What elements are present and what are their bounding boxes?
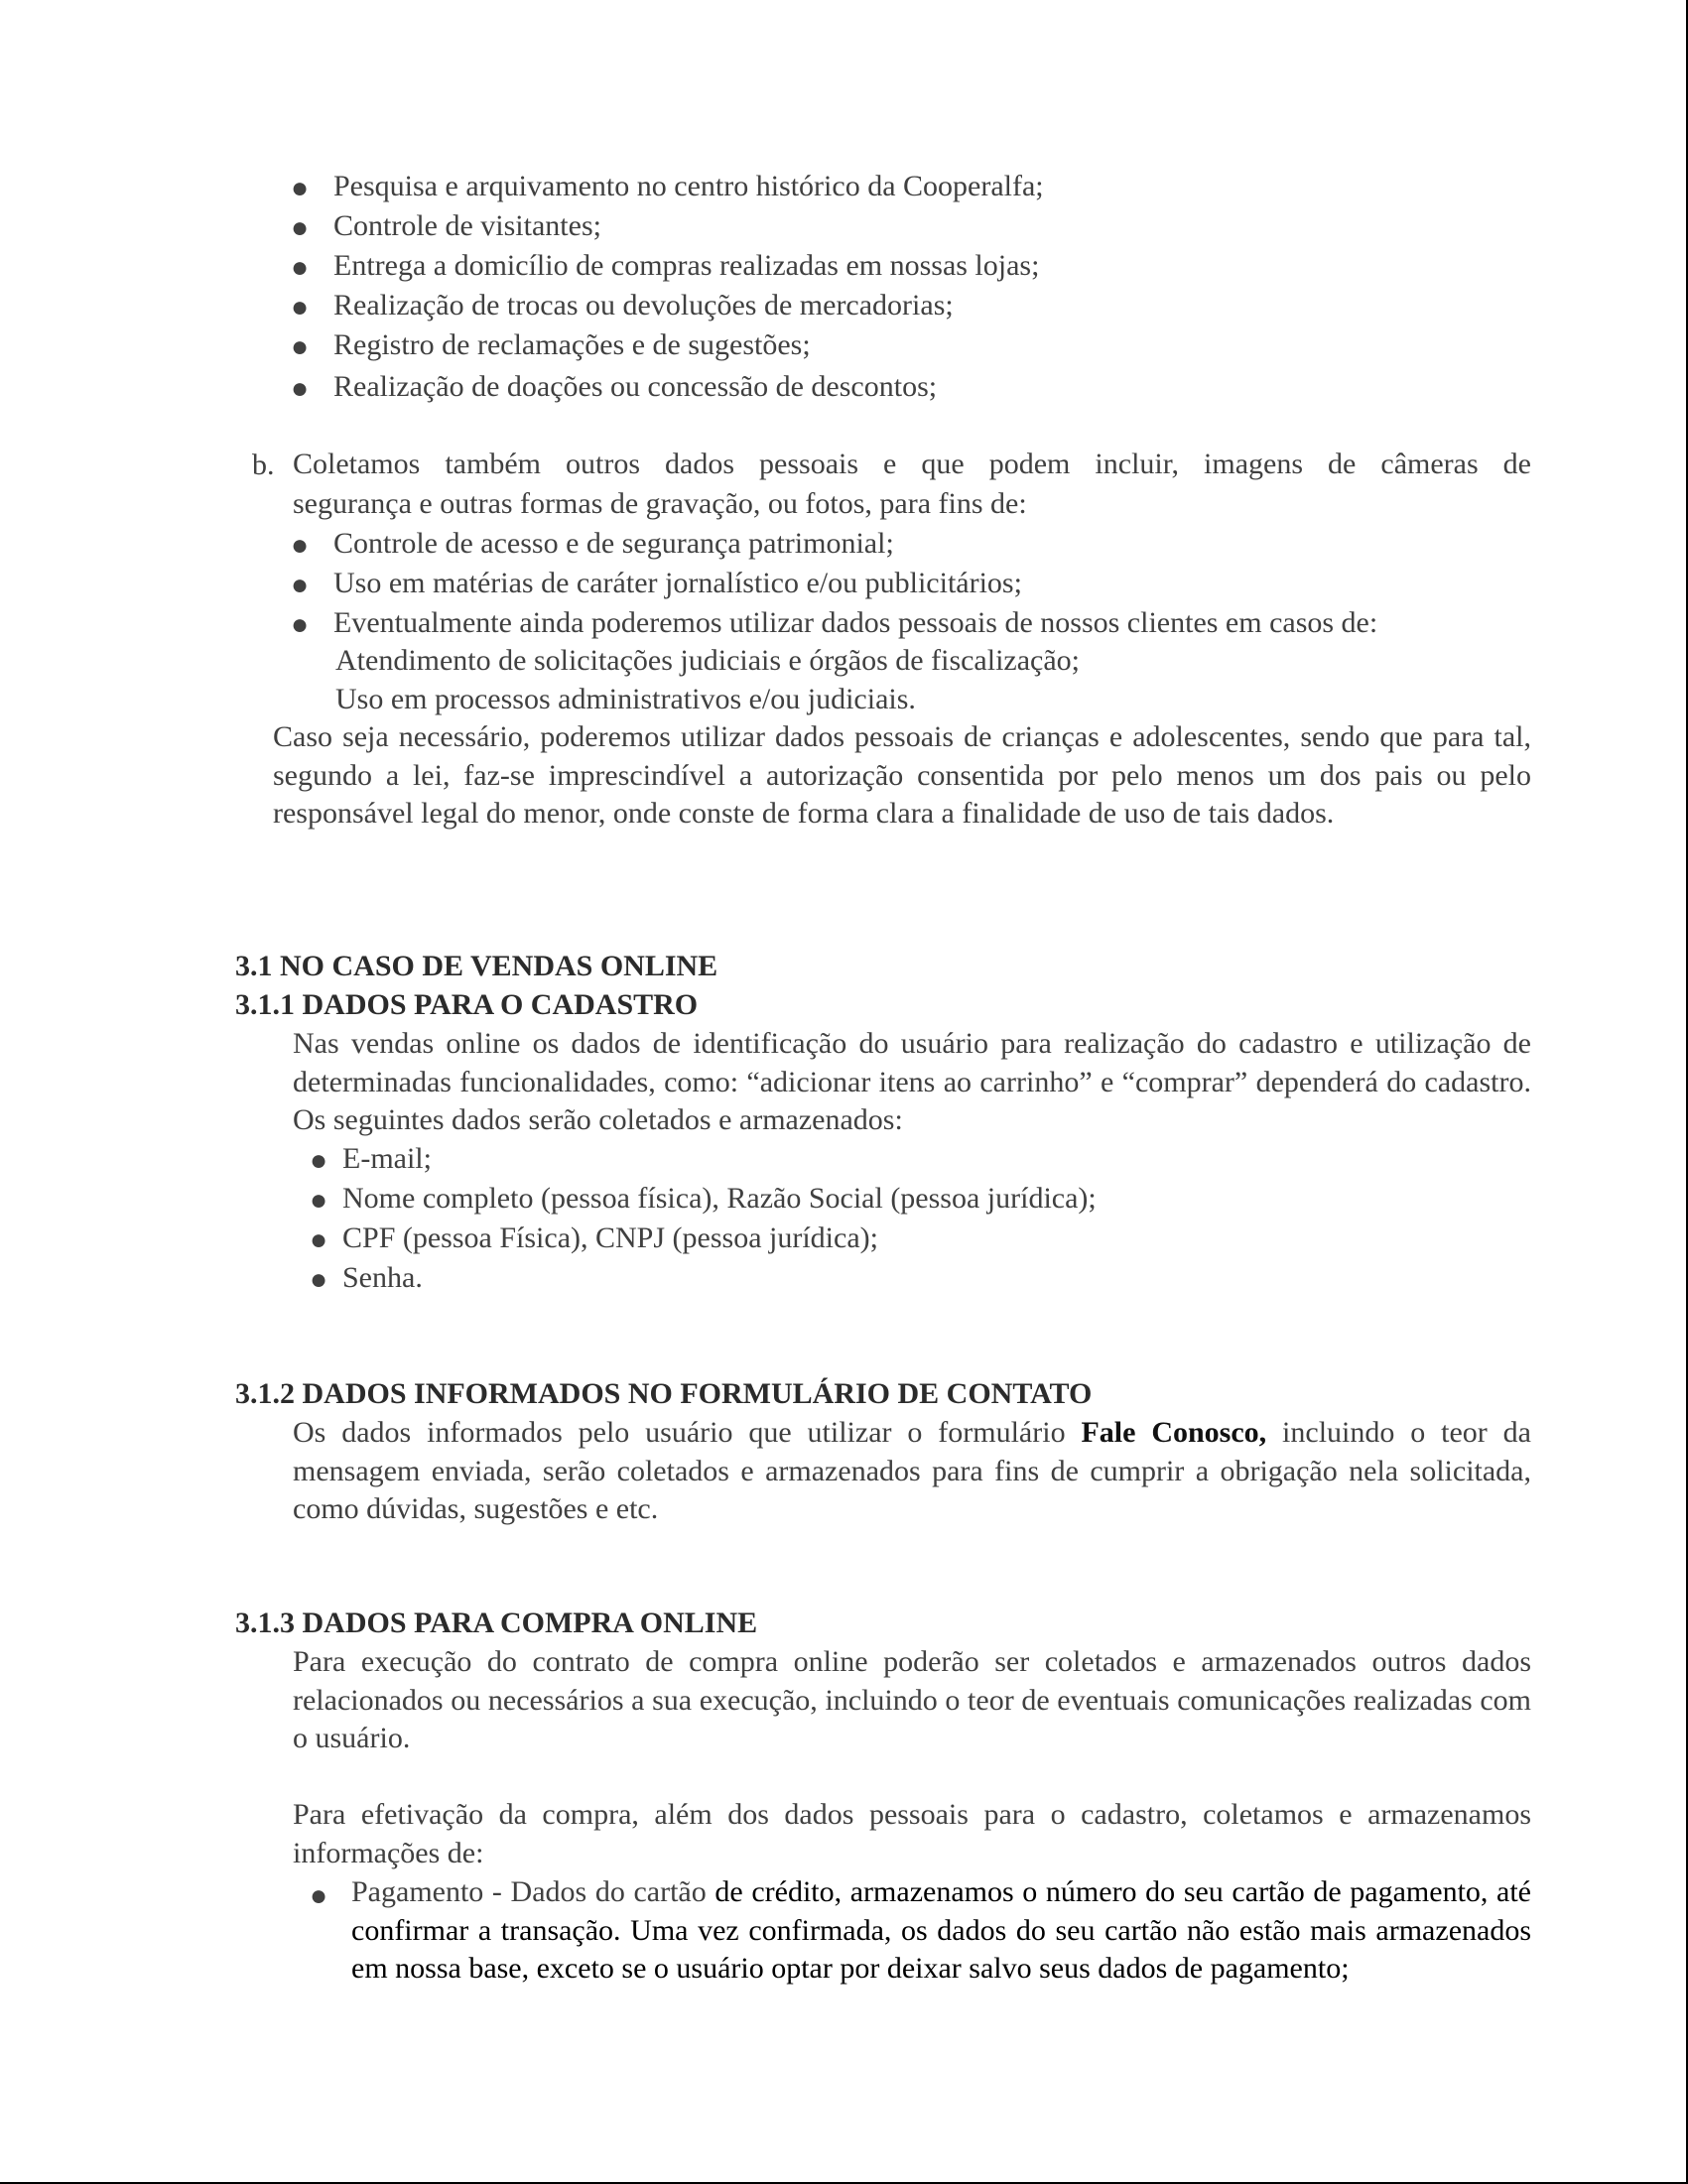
list-item: Registro de reclamações e de sugestões; [333, 328, 811, 361]
list-item: E-mail; [342, 1142, 432, 1175]
online-purchase-paragraph: Para execução do contrato de compra online poderão ser coletados e armazenados outros dados relacionados ou necessários a sua execução, incluindo o teor de eventuais comunicações realizadas com o usuário. [293, 1645, 1531, 1754]
bullet-icon: ● [310, 1879, 328, 1912]
list-item: Eventualmente ainda poderemos utilizar dados pessoais de nossos clientes em casos de: [333, 606, 1378, 639]
bullet-icon: ● [291, 330, 310, 363]
bullet-icon: ● [291, 569, 310, 601]
payment-description: de crédito, armazenamos o número do seu cartão de pagamento, até confirmar a transação. Uma vez confirmada, os dados do seu cartão não estão mais armazenados em nossa base, exceto se o usuário optar por deixar salvo seus dados de pagamento; [351, 1875, 1531, 1985]
bullet-icon: ● [291, 251, 310, 284]
list-item: Realização de trocas ou devoluções de mercadorias; [333, 289, 954, 321]
list-item: Controle de acesso e de segurança patrimonial; [333, 527, 894, 560]
bullet-icon: ● [291, 529, 310, 562]
contact-paragraph-start: Os dados informados pelo usuário que utilizar o formulário [293, 1416, 1082, 1449]
section-heading-3-1-2: 3.1.2 DADOS INFORMADOS NO FORMULÁRIO DE CONTATO [235, 1377, 1093, 1410]
registration-paragraph: Nas vendas online os dados de identificação do usuário para realização do cadastro e utilização de determinadas funcionalidades, como: “adicionar itens ao carrinho” e “comprar” dependerá do cadastro. Os seguintes dados serão coletados e armazenados: [293, 1027, 1531, 1136]
list-item: Senha. [342, 1261, 423, 1294]
contact-form-paragraph [293, 1414, 1531, 1529]
list-item: Realização de doações ou concessão de descontos; [333, 370, 938, 403]
list-item: Entrega a domicílio de compras realizadas em nossas lojas; [333, 249, 1040, 282]
bullet-icon: ● [291, 291, 310, 323]
bullet-icon: ● [310, 1223, 328, 1256]
payment-label: Pagamento - Dados do cartão [351, 1875, 715, 1908]
purchase-info-paragraph: Para efetivação da compra, além dos dados pessoais para o cadastro, coletamos e armazenamos informações de: [293, 1798, 1531, 1869]
bullet-icon: ● [310, 1144, 328, 1177]
bullet-icon: ● [291, 211, 310, 244]
section-heading-3-1-3: 3.1.3 DADOS PARA COMPRA ONLINE [235, 1606, 758, 1639]
bullet-icon: ● [291, 172, 310, 204]
contact-paragraph-end: incluindo o teor da mensagem enviada, serão coletados e armazenados para fins de cumprir a obrigação nela solicitada, como dúvidas, sugestões e etc. [293, 1416, 1531, 1525]
list-item: Uso em matérias de caráter jornalístico e/ou publicitários; [333, 567, 1022, 599]
bullet-icon: ● [310, 1263, 328, 1296]
list-item: Nome completo (pessoa física), Razão Social (pessoa jurídica); [342, 1182, 1097, 1215]
payment-item [351, 1873, 1531, 1989]
bullet-icon: ● [310, 1184, 328, 1217]
list-marker-b: b. [252, 449, 275, 481]
list-item: CPF (pessoa Física), CNPJ (pessoa jurídica); [342, 1221, 878, 1254]
section-heading-3-1: 3.1 NO CASO DE VENDAS ONLINE [235, 950, 718, 982]
list-item: Pesquisa e arquivamento no centro histórico da Cooperalfa; [333, 170, 1044, 202]
sub-item: Atendimento de solicitações judiciais e órgãos de fiscalização; [335, 644, 1081, 677]
sub-item: Uso em processos administrativos e/ou judiciais. [335, 683, 916, 715]
item-b-line-2: segurança e outras formas de gravação, ou fotos, para fins de: [293, 487, 1027, 520]
list-item: Controle de visitantes; [333, 209, 601, 242]
bullet-icon: ● [291, 372, 310, 405]
children-paragraph: Caso seja necessário, poderemos utilizar dados pessoais de crianças e adolescentes, sendo que para tal, segundo a lei, faz-se imprescindível a autorização consentida por pelo menos um dos pais ou pelo responsável legal do menor, onde conste de forma clara a finalidade de uso de tais dados. [273, 720, 1531, 830]
section-heading-3-1-1: 3.1.1 DADOS PARA O CADASTRO [235, 988, 699, 1021]
bullet-icon: ● [291, 608, 310, 641]
fale-conosco-label: Fale Conosco, [1081, 1416, 1267, 1449]
item-b-line-1: Coletamos também outros dados pessoais e que podem incluir, imagens de câmeras de [293, 448, 1531, 480]
